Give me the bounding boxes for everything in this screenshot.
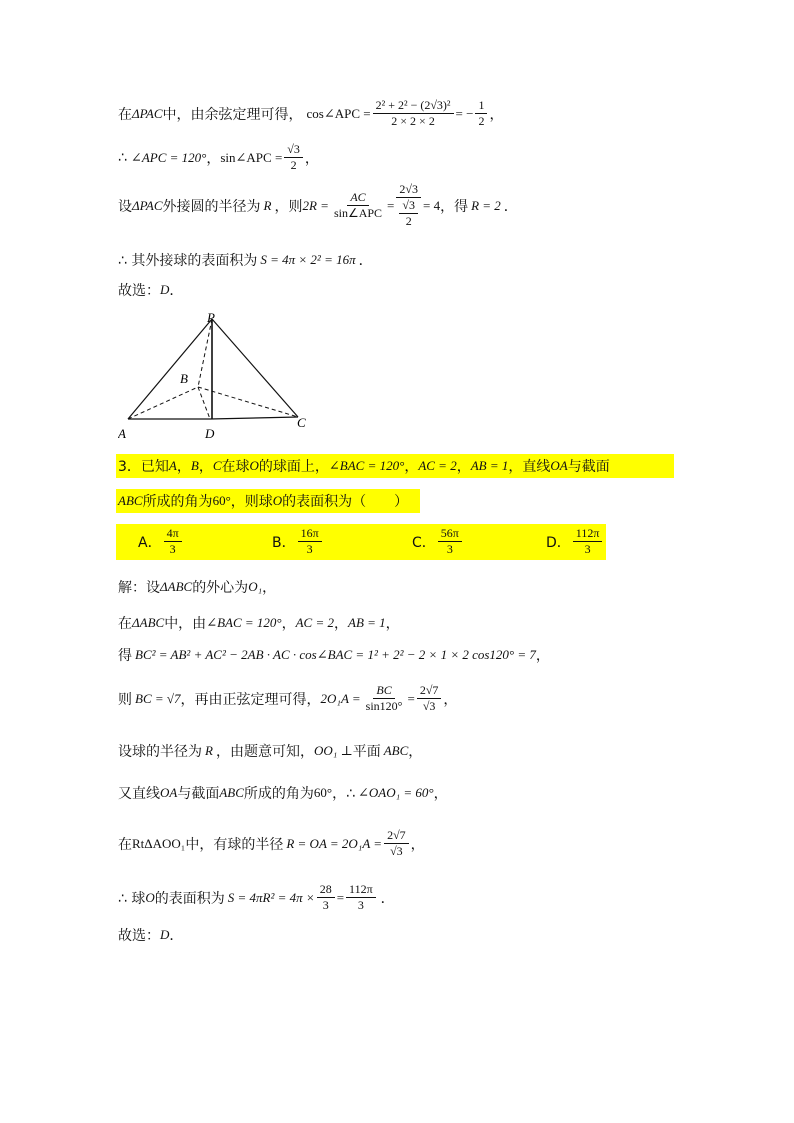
text: 故选： xyxy=(118,928,160,944)
text: 在 xyxy=(118,106,132,123)
sphere-name: O xyxy=(249,458,259,473)
circumcenter: O₁ xyxy=(248,579,263,594)
radius-symbol: R xyxy=(205,743,213,758)
option-label: D． xyxy=(546,534,571,551)
edge-BC xyxy=(198,387,298,417)
label-A: A xyxy=(118,426,126,441)
label-C: C xyxy=(297,415,306,430)
fraction-denominator: √3 xyxy=(390,844,403,858)
fraction-denominator: 3 xyxy=(584,542,591,556)
edge-PC xyxy=(212,319,298,417)
text: 的球面上， xyxy=(258,459,329,475)
length-AB: AB = 1 xyxy=(470,458,509,473)
option-A[interactable] xyxy=(138,526,184,557)
plane-ABC: ABC xyxy=(219,785,244,800)
sine-rule-fraction xyxy=(331,190,385,221)
edge-AB xyxy=(128,387,198,419)
text: 在 xyxy=(118,836,132,853)
text: 得 xyxy=(118,648,132,664)
fraction-numerator: 1 xyxy=(475,98,487,114)
text: 外接圆的半径为 xyxy=(162,198,261,215)
punct: ． xyxy=(169,928,184,944)
perpendicular-expression: OO₁ ⊥ xyxy=(313,743,353,758)
punct: ． xyxy=(380,890,395,907)
punct: ， xyxy=(456,459,471,475)
cos-expression: cos∠APC = xyxy=(306,105,371,121)
text: 又直线 xyxy=(118,786,160,802)
text: 则 xyxy=(118,691,132,708)
fraction-numerator: 16π xyxy=(298,526,322,542)
equals: = xyxy=(336,889,345,905)
text: 与截面 xyxy=(177,786,220,802)
angle-condition: ∠BAC = 120° xyxy=(206,615,282,630)
text: 的表面积为（ ） xyxy=(282,494,409,510)
punct: ， xyxy=(433,786,448,802)
solution-line-1 xyxy=(118,577,276,597)
length-AC: AC = 2 xyxy=(295,615,334,630)
text: 设 xyxy=(118,198,132,215)
text: 解：设 xyxy=(118,580,160,596)
point: B xyxy=(190,458,199,473)
fraction-numerator: 2√7 xyxy=(417,683,442,699)
prev-line-4 xyxy=(118,250,373,270)
pyramid-figure xyxy=(118,310,318,442)
option-D[interactable] xyxy=(546,526,604,557)
solution-line-8 xyxy=(118,882,395,913)
diameter-expression: 2O₁A = xyxy=(320,690,361,706)
plane-ABC: ABC xyxy=(383,743,409,758)
text: ∴ 球 xyxy=(118,890,146,907)
punct: ， xyxy=(281,616,296,632)
fraction-denominator: 2 xyxy=(478,114,485,128)
punct: ， xyxy=(410,836,425,853)
text: 平面 xyxy=(352,744,381,760)
punct: ， xyxy=(443,691,458,708)
cos-fraction xyxy=(373,98,454,129)
text: ，则 xyxy=(274,198,303,215)
answer-letter: D xyxy=(160,282,170,297)
text: 在 xyxy=(118,616,132,632)
sine-rule-fraction xyxy=(363,683,406,714)
equals-four: = 4 xyxy=(422,197,441,213)
text: 设球的半径为 xyxy=(118,744,202,760)
punct: ， xyxy=(304,150,319,167)
equals: = xyxy=(387,197,395,213)
text: 所成的角为 xyxy=(142,494,213,510)
text: 所成的角为 xyxy=(243,786,314,802)
radius-fraction xyxy=(384,828,409,859)
option-fraction xyxy=(298,526,322,557)
plane-ABC: ABC xyxy=(118,493,143,508)
punct: ， xyxy=(408,744,423,760)
fraction-denominator: 3 xyxy=(446,542,453,556)
solution-line-7 xyxy=(118,828,425,859)
text: ，则球 xyxy=(230,494,273,510)
edge-BD xyxy=(198,387,210,419)
equals: = xyxy=(407,690,415,706)
punct: ， xyxy=(404,459,419,475)
text: 中，由余弦定理可得， xyxy=(162,106,303,123)
half-fraction xyxy=(475,98,487,129)
value-fraction xyxy=(417,683,442,714)
fraction-denominator: sin∠APC xyxy=(333,206,383,220)
inner-fraction xyxy=(399,198,418,229)
fraction-numerator: √3 xyxy=(284,142,303,158)
fraction-denominator: 3 xyxy=(322,898,329,912)
text: 中，有球的半径 xyxy=(185,836,284,853)
edge-PB xyxy=(198,319,212,387)
fraction-numerator: 28 xyxy=(317,882,335,898)
solution-line-6 xyxy=(118,783,448,803)
text: ，再由正弦定理可得， xyxy=(180,691,321,708)
text: ∴ 其外接球的表面积为 xyxy=(118,253,258,269)
punct: ． xyxy=(503,198,518,215)
sin-expression: sin∠APC = xyxy=(220,149,283,165)
prev-line-3 xyxy=(118,182,518,229)
option-fraction xyxy=(438,526,462,557)
sin-fraction xyxy=(284,142,303,173)
option-fraction xyxy=(573,526,603,557)
text: 在球 xyxy=(221,459,250,475)
inner-numerator: √3 xyxy=(399,198,418,214)
solution-line-4 xyxy=(118,683,457,714)
angle-value: 60° xyxy=(313,785,333,800)
label-D: D xyxy=(205,426,215,441)
length-BC: BC = √7 xyxy=(135,690,181,706)
fraction-numerator: BC xyxy=(373,683,394,699)
question-line-1 xyxy=(118,456,610,476)
prev-line-5 xyxy=(118,280,183,300)
punct: ， xyxy=(176,459,191,475)
label-B: B xyxy=(180,371,188,386)
angle-condition: ∠BAC = 120° xyxy=(328,458,405,473)
prev-line-2 xyxy=(118,142,319,173)
punct: ， xyxy=(489,106,504,123)
option-fraction xyxy=(164,526,182,557)
punct: ． xyxy=(169,283,184,299)
punct: ， xyxy=(262,580,277,596)
prev-line-1 xyxy=(118,98,503,129)
cosine-rule-formula: BC² = AB² + AC² − 2AB · AC · cos∠BAC = 1² + 2² − 2 × 1 × 2 cos120° = 7 xyxy=(135,647,536,662)
text: 的表面积为 xyxy=(154,890,225,907)
punct: ， xyxy=(206,150,221,167)
fraction-denominator: √3 xyxy=(422,699,436,713)
triangle-name: ΔPAC xyxy=(132,105,163,121)
triangle-name: ΔABC xyxy=(132,615,165,630)
compound-fraction xyxy=(396,182,421,229)
option-C[interactable] xyxy=(412,526,464,557)
angle-expression: ∠APC = 120° xyxy=(130,149,207,165)
options-highlight xyxy=(116,524,606,560)
option-label: B． xyxy=(272,534,296,551)
radius-symbol: R xyxy=(263,197,272,213)
text: ，由题意可知， xyxy=(215,744,314,760)
result-fraction xyxy=(346,882,376,913)
angle-value: 60° xyxy=(212,493,231,508)
equals-minus: = − xyxy=(455,105,474,121)
r-squared-fraction xyxy=(317,882,335,913)
surface-area-formula: S = 4π × 2² = 16π xyxy=(260,252,356,267)
solution-line-3 xyxy=(118,645,550,665)
text: ，∴ xyxy=(332,786,356,802)
radius-expression: R = OA = 2O₁A = xyxy=(286,835,383,851)
text: 中，由 xyxy=(164,616,207,632)
option-label: C． xyxy=(412,534,436,551)
punct: ． xyxy=(358,253,373,269)
length-AB: AB = 1 xyxy=(348,615,386,630)
radius-value: R = 2 xyxy=(471,197,501,213)
fraction-denominator: 3 xyxy=(357,898,364,912)
text: 故选： xyxy=(118,283,160,299)
fraction-denominator: 3 xyxy=(169,542,176,556)
option-label: A． xyxy=(138,534,162,551)
answer-letter: D xyxy=(160,927,170,942)
angle-expression: ∠OAO₁ = 60° xyxy=(358,785,434,800)
triangle-name: ΔABC xyxy=(160,579,193,594)
line-OA: OA xyxy=(550,458,568,473)
sphere-name: O xyxy=(272,493,283,508)
line-OA: OA xyxy=(160,785,178,800)
solution-line-9 xyxy=(118,925,183,945)
fraction-numerator: 2√7 xyxy=(384,828,409,844)
fraction-numerator: 112π xyxy=(346,882,376,898)
surface-area-expression: S = 4πR² = 4π × xyxy=(227,889,315,905)
punct: ， xyxy=(535,648,550,664)
text: ，直线 xyxy=(508,459,551,475)
point: A xyxy=(168,458,177,473)
question-number: 3．已知 xyxy=(118,459,169,475)
triangle-name: RtΔAOO₁ xyxy=(132,835,186,851)
point: C xyxy=(212,458,222,473)
length-AC: AC = 2 xyxy=(418,458,457,473)
solution-line-2 xyxy=(118,613,400,633)
fraction-numerator: 4π xyxy=(164,526,182,542)
fraction-denominator: 3 xyxy=(306,542,313,556)
text: 与截面 xyxy=(567,459,610,475)
edge-PA xyxy=(128,319,212,419)
solution-line-5 xyxy=(118,741,422,761)
triangle-name: ΔPAC xyxy=(132,197,163,213)
fraction-numerator: 112π xyxy=(573,526,603,542)
fraction-numerator: 2√3 xyxy=(396,182,421,198)
fraction-denominator: 2 xyxy=(290,158,297,172)
fraction-numerator: 56π xyxy=(438,526,462,542)
diameter-expression: 2R = xyxy=(302,197,329,213)
fraction-numerator: 2² + 2² − (2√3)² xyxy=(373,98,454,114)
text: ，得 xyxy=(440,198,469,215)
text: 的外心为 xyxy=(192,580,249,596)
inner-denominator: 2 xyxy=(405,214,412,228)
sphere-name: O xyxy=(145,889,155,905)
punct: ， xyxy=(334,616,348,632)
label-P: P xyxy=(207,310,215,325)
therefore-symbol: ∴ xyxy=(118,149,127,166)
edge-DC xyxy=(210,417,298,419)
fraction-numerator: AC xyxy=(347,190,368,206)
fraction-denominator: sin120° xyxy=(365,699,403,713)
punct: ， xyxy=(198,459,213,475)
fraction-denominator: 2 × 2 × 2 xyxy=(391,114,435,128)
question-line-2 xyxy=(118,491,408,511)
fraction-denominator xyxy=(396,198,421,229)
option-B[interactable] xyxy=(272,526,324,557)
punct: ， xyxy=(385,616,400,632)
